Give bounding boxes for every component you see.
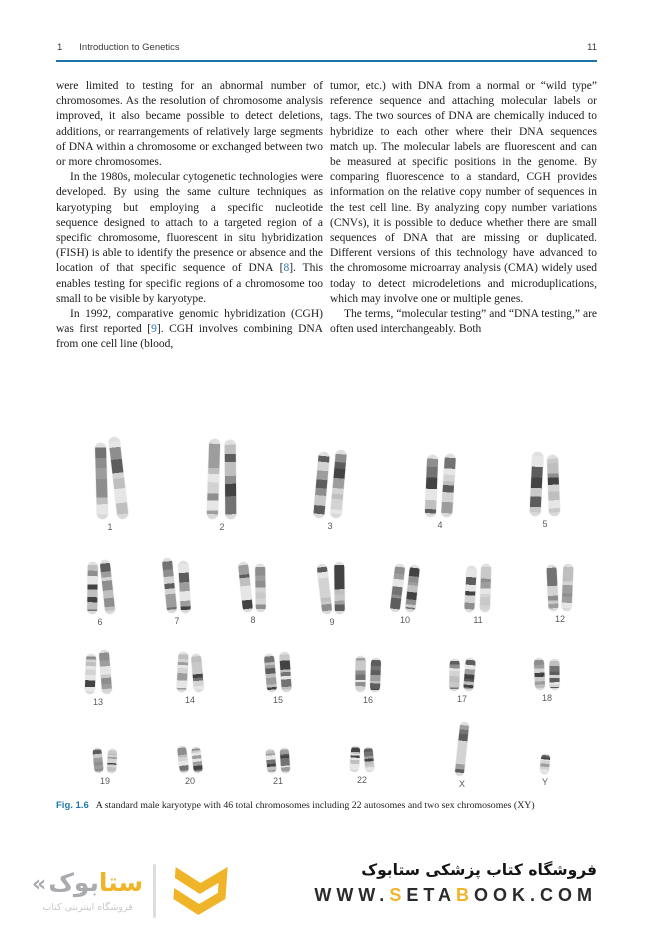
chromosome-pair-15 bbox=[266, 652, 291, 705]
chromosome-pair-4 bbox=[426, 454, 454, 530]
chromosome-pair-12 bbox=[548, 564, 573, 624]
chromosome bbox=[176, 652, 188, 692]
paragraph bbox=[330, 79, 597, 307]
chromosome-label: 18 bbox=[541, 693, 553, 703]
chromosome bbox=[364, 747, 375, 773]
chromosome bbox=[455, 722, 470, 777]
chromosome-label: 14 bbox=[184, 695, 196, 705]
chromosome-label: 5 bbox=[542, 519, 548, 529]
chromosome-label: 16 bbox=[362, 695, 374, 705]
chromosome bbox=[390, 564, 406, 613]
chapter-title: Introduction to Genetics bbox=[79, 42, 180, 53]
chromosome bbox=[87, 562, 98, 614]
chromosome-pair-6 bbox=[88, 560, 113, 627]
chromosome bbox=[108, 437, 128, 520]
logo-wordmark-block bbox=[32, 869, 143, 913]
chromosome bbox=[99, 650, 112, 695]
paragraph-text: The terms, “molecular testing” and “DNA testing,” are often used interchangeably. Both bbox=[330, 308, 597, 336]
chevron-emblem-icon bbox=[166, 862, 230, 920]
paragraph-text: tumor, etc.) with DNA from a normal or “wild type” reference sequence and attaching molecular labels or tags. The two sources of DNA are chemically induced to hybridize to each other where their DNA sequences match up. The molecular labels are fluorescent and can be measured at specific positions in the genome. By comparing fluorescence to a standard, CGH provides information on the relative copy number of sequences in the test cell line. By analyzing copy number variations (CNVs), it is possible to deduce whether there are small sequences of DNA that are missing or duplicated. Different versions of this technology have advanced to the chromosome microarray analysis (CMA) widely used today to detect microdeletions and microduplications, which may involve one or multiple genes. bbox=[330, 80, 597, 305]
chromosome bbox=[540, 754, 551, 775]
chromosome bbox=[547, 455, 560, 516]
url-part: WWW. bbox=[314, 885, 390, 905]
chromosome bbox=[317, 564, 333, 615]
chromosome bbox=[95, 443, 108, 519]
header-rule bbox=[56, 60, 597, 62]
chromosome-label: 6 bbox=[97, 617, 103, 627]
chromosome bbox=[191, 654, 204, 693]
paragraph bbox=[330, 307, 597, 337]
text-column-left bbox=[56, 79, 323, 353]
chromosome-label: 11 bbox=[473, 615, 483, 625]
chromosome bbox=[238, 562, 253, 613]
chromosome-pair-5 bbox=[531, 452, 559, 529]
chromosome bbox=[279, 652, 292, 693]
chromosome-label: Y bbox=[541, 777, 549, 787]
paragraph bbox=[56, 79, 323, 170]
chromosome-pair-8 bbox=[241, 562, 266, 625]
chromosome-label: 21 bbox=[272, 776, 284, 786]
chromosome-pair-13 bbox=[86, 650, 111, 707]
chromosome bbox=[100, 560, 116, 615]
chromosome bbox=[350, 746, 361, 773]
logo-wordmark-gold: ستا bbox=[98, 868, 144, 897]
logo-wordmark-gray: بوک bbox=[48, 868, 99, 897]
chromosome bbox=[191, 747, 203, 774]
chromosome bbox=[463, 658, 476, 692]
chromosome bbox=[441, 454, 456, 518]
figure-caption-text: A standard male karyotype with 46 total chromosomes including 22 autosomes and two sex chromosomes (XY) bbox=[95, 800, 535, 811]
chromosome bbox=[562, 564, 574, 611]
chromosome-label: 19 bbox=[99, 776, 111, 786]
chromosome-pair-Y bbox=[541, 754, 550, 787]
chromosome bbox=[162, 558, 177, 614]
chromosome-pair-X bbox=[458, 722, 467, 789]
url-part-gold-b: B bbox=[456, 885, 474, 905]
chromosome bbox=[85, 654, 97, 694]
chromosome-label: X bbox=[458, 779, 466, 789]
logo-divider bbox=[153, 864, 156, 918]
paragraph-text: In the 1980s, molecular cytogenetic technologies were developed. By using the same culture techniques as karyotyping but employing a specific nucleotide sequence designed to attach to a targeted region of a specific chromosome, fluorescent in situ hybridization (FISH) is able to identify the presence or absence and the location of that specific sequence of DNA [ bbox=[56, 171, 323, 275]
chromosome bbox=[225, 440, 237, 519]
chromosome-label: 10 bbox=[399, 615, 411, 625]
paragraph-text: ]. CGH involves combining DNA from one cell line (blood, bbox=[56, 323, 323, 351]
page-number: 11 bbox=[587, 42, 597, 53]
chromosome bbox=[92, 748, 103, 774]
chromosome-pair-18 bbox=[535, 658, 560, 703]
chromosome-pair-3 bbox=[316, 450, 344, 531]
bookstore-info bbox=[314, 861, 597, 906]
url-part: ETA bbox=[406, 885, 456, 905]
paragraph-text: were limited to testing for an abnormal number of chromosomes. As the resolution of chromosome analysis improved, it also became possible to detect deletions, additions, or rearrangements of relatively large segments of DNA within a chromosome or exchanged between two or more chromosomes. bbox=[56, 80, 323, 169]
bookstore-logo bbox=[32, 862, 230, 920]
chromosome-pair-1 bbox=[96, 437, 124, 532]
chromosome-label: 2 bbox=[219, 522, 225, 532]
chromosome-label: 17 bbox=[456, 694, 468, 704]
chromosome-pair-14 bbox=[178, 652, 203, 705]
chromosome bbox=[534, 658, 545, 690]
chromosome-label: 22 bbox=[356, 775, 368, 785]
chromosome-label: 9 bbox=[329, 617, 335, 627]
store-url-link[interactable] bbox=[314, 885, 597, 906]
logo-tagline: فروشگاه اینترنتی کتاب bbox=[42, 902, 133, 913]
chromosome-label: 13 bbox=[92, 697, 104, 707]
figure-caption bbox=[56, 799, 597, 812]
chromosome bbox=[264, 654, 277, 693]
chromosome-label: 1 bbox=[107, 522, 113, 532]
chromosome bbox=[280, 748, 291, 774]
chromosome bbox=[255, 564, 266, 612]
chromosome bbox=[265, 749, 276, 774]
chromosome bbox=[529, 452, 543, 516]
chapter-heading bbox=[57, 42, 180, 53]
chromosome bbox=[355, 656, 365, 692]
chromosome bbox=[330, 450, 347, 519]
chromosome-label: 8 bbox=[250, 615, 256, 625]
chromosome bbox=[449, 659, 460, 691]
chromosome-label: 7 bbox=[174, 616, 180, 626]
chromosome-pair-16 bbox=[356, 656, 381, 705]
chromosome bbox=[107, 749, 117, 773]
chapter-number: 1 bbox=[57, 42, 63, 53]
chromosome bbox=[334, 562, 345, 614]
chromosome-pair-2 bbox=[208, 439, 236, 532]
chromosome bbox=[313, 452, 330, 519]
figure-caption-label: Fig. 1.6 bbox=[56, 800, 89, 811]
chromosome-pair-21 bbox=[267, 748, 290, 786]
paragraph bbox=[56, 307, 323, 353]
url-part-gold-s: S bbox=[389, 885, 407, 905]
running-head bbox=[57, 42, 597, 53]
store-title: فروشگاه کتاب پزشکی ستابوک bbox=[361, 861, 597, 879]
chromosome bbox=[480, 564, 492, 612]
chromosome-label: 12 bbox=[554, 614, 566, 624]
paragraph bbox=[56, 170, 323, 307]
text-column-right bbox=[330, 79, 597, 337]
chromosome-pair-19 bbox=[94, 748, 117, 786]
chromosome-pair-7 bbox=[165, 558, 190, 626]
chromosome-pair-11 bbox=[466, 564, 491, 625]
chromosome bbox=[405, 565, 420, 613]
chromosome bbox=[425, 455, 438, 517]
citation-link-8[interactable]: 8 bbox=[283, 262, 290, 275]
paragraph-text: In 1992, comparative genomic hybridization (CGH) was first reported [ bbox=[56, 308, 323, 336]
chromosome bbox=[178, 561, 191, 613]
chromosome bbox=[207, 439, 221, 519]
logo-wordmark bbox=[32, 869, 143, 899]
chromosome bbox=[370, 658, 381, 692]
karyotype-figure bbox=[0, 418, 651, 798]
paragraph-text: ]. This enables testing for specific regions of a chromosome too small to be visible by karyotype. bbox=[56, 262, 323, 305]
chromosome-label: 15 bbox=[272, 695, 284, 705]
logo-guillemet-mark: « bbox=[32, 872, 47, 897]
url-part: OOK.COM bbox=[474, 885, 597, 905]
chromosome bbox=[546, 565, 558, 611]
chromosome bbox=[464, 566, 477, 613]
citation-link-9[interactable]: 9 bbox=[151, 323, 157, 336]
chromosome-label: 20 bbox=[184, 776, 196, 786]
chromosome bbox=[177, 746, 189, 774]
chromosome-pair-9 bbox=[320, 562, 345, 627]
chromosome-pair-17 bbox=[450, 658, 475, 704]
chromosome-label: 3 bbox=[327, 521, 333, 531]
chromosome-pair-20 bbox=[179, 746, 202, 786]
chromosome bbox=[549, 659, 559, 690]
chromosome-pair-22 bbox=[351, 746, 374, 785]
chromosome-pair-10 bbox=[393, 564, 418, 625]
chromosome-label: 4 bbox=[437, 520, 443, 530]
